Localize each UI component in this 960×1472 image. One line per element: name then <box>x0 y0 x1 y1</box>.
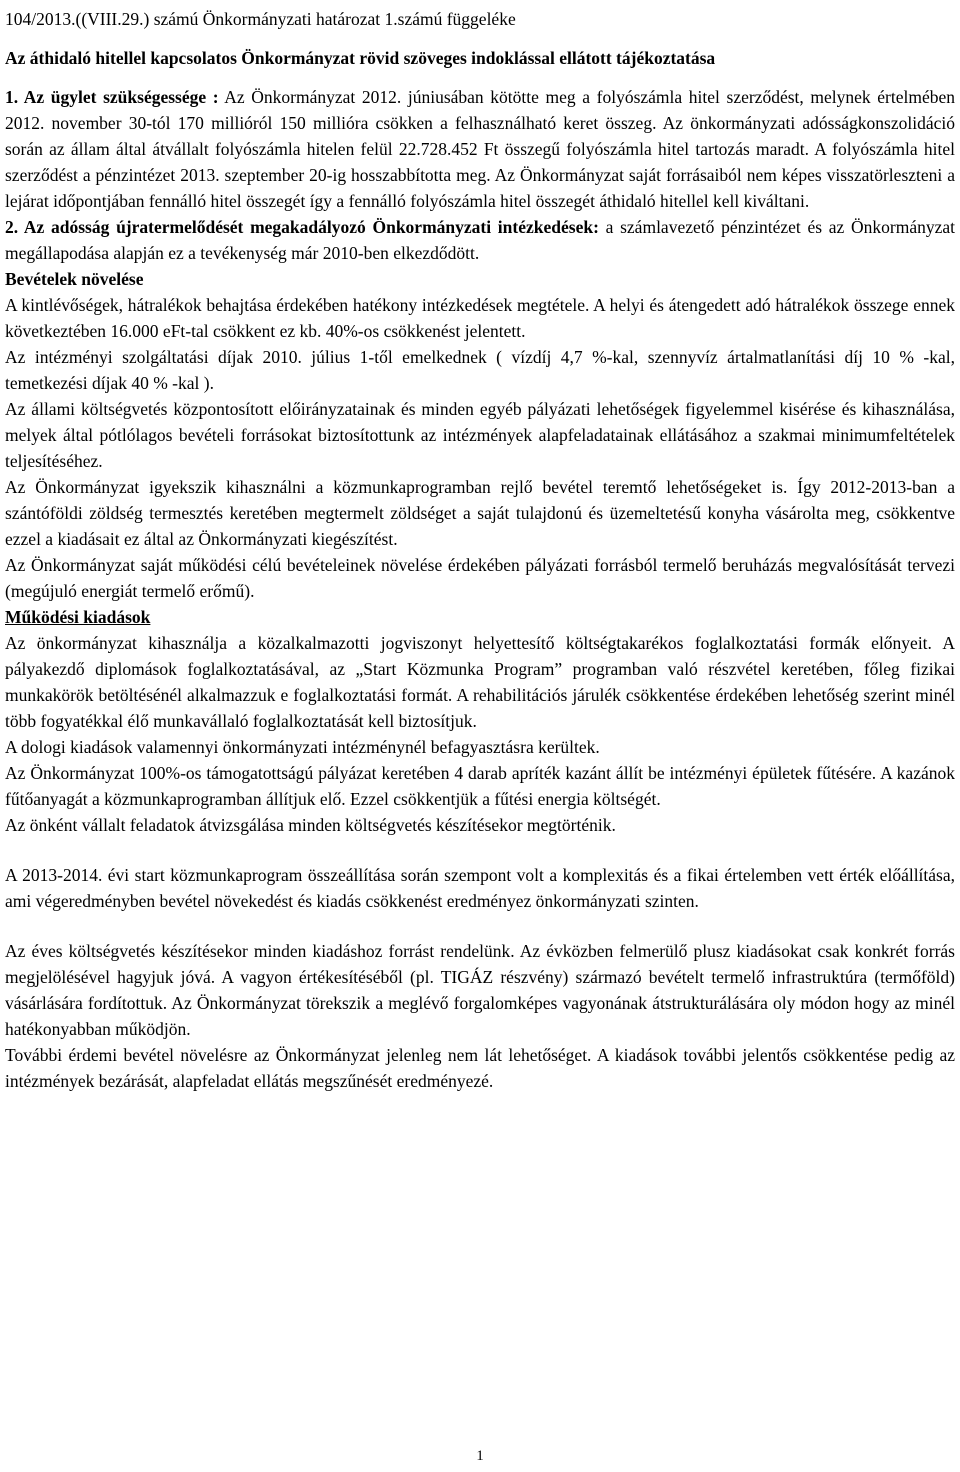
revenue-paragraph-3: Az állami költségvetés központosított előirányzatainak és minden egyéb pályázati lehetőségek figyelemmel kisérése és kihasználása, melyek által pótlólagos bevételi forrásokat biztosítottunk az intézmények alapfeladatainak ellátásához a szakmai minimumfeltételek teljesítéséhez. <box>5 399 955 471</box>
revenue-paragraph-4: Az Önkormányzat igyekszik kihasználni a közmunkaprogramban rejlő bevétel teremtő lehetőségeket is. Így 2012-2013-ban a szántóföldi zöldség termesztés keretében megtermelt zöldséget a saját tulajdonú és üzemeltetésű konyha vásárolta meg, csökkentve ezzel a kiadásait ez által az Önkormányzati kiegészítést. <box>5 477 955 549</box>
revenue-paragraph-1: A kintlévőségek, hátralékok behajtása érdekében hatékony intézkedések megtétele. A helyi és átengedett adó hátralékok összege ennek következtében 16.000 eFt-tal csökkent ez kb. 40%-os csökkenést jelentett. <box>5 295 955 341</box>
expenses-paragraph-5: A 2013-2014. évi start közmunkaprogram összeállítása során szempont volt a komplexitás és a fikai értelemben vett érték előállítása, ami végeredményben bevétel növekedést és kiadás csökkenést eredményez önkormányzati szinten. <box>5 865 955 911</box>
section-2-label: 2. Az adósság újratermelődését megakadályozó Önkormányzati intézkedések: <box>5 217 599 237</box>
revenue-paragraph-2: Az intézményi szolgáltatási díjak 2010. július 1-től emelkednek ( vízdíj 4,7 %-kal, szennyvíz ártalmatlanítási díj 10 % -kal, temetkezési díjak 40 % -kal ). <box>5 347 955 393</box>
expenses-heading: Működési kiadások <box>5 607 151 627</box>
section-1-text: Az Önkormányzat 2012. júniusában kötötte meg a folyószámla hitel szerződést, melynek értelmében 2012. november 30-tól 170 millióról 150 millióra csökken a felhasználható keret összeg. Az önkormányzati adósságkonszolidáció során az állam által átvállalt folyószámla hitelen felül 22.728.452 Ft összegű folyószámla hitel tartozás maradt. A folyószámla hitel szerződést a pénzintézet 2013. szeptember 20-ig hosszabbította meg. Az Önkormányzat saját forrásaiból nem képes visszatörleszteni a lejárat időpontjában fennálló hitel összegét így a fennálló folyószámla hitel összegét áthidaló hitellel kell kiváltani. <box>5 87 955 211</box>
page-number: 1 <box>476 1448 484 1464</box>
expenses-paragraph-1: Az önkormányzat kihasználja a közalkalmazotti jogviszonyt helyettesítő költségtakarékos foglalkoztatási formák előnyeit. A pályakezdő diplomások foglalkoztatásával, az „Start Közmunka Program” programban való részvétel keretében, főleg fizikai munkakörök betöltésénél alkalmazzuk e foglalkoztatási formát. A rehabilitációs járulék csökkentése érdekében lehetőség szerint minél több fogyatékkal élő munkavállaló foglalkoztatását kell biztosítjuk. <box>5 633 955 731</box>
document-title: Az áthidaló hitellel kapcsolatos Önkormányzat rövid szöveges indoklással ellátott tájékoztatása <box>5 48 716 68</box>
resolution-reference: 104/2013.((VIII.29.) számú Önkormányzati határozat 1.számú függeléke <box>5 9 516 29</box>
expenses-paragraph-4: Az önként vállalt feladatok átvizsgálása minden költségvetés készítésekor megtörténik. <box>5 815 616 835</box>
section-2-text: a számlavezető pénzintézet és az Önkormányzat megállapodása alapján ez a tevékenység már 2010-ben elkezdődött. <box>5 217 955 263</box>
expenses-paragraph-7: További érdemi bevétel növelésre az Önkormányzat jelenleg nem lát lehetőséget. A kiadások további jelentős csökkentése pedig az intézmények bezárását, alapfeladat ellátás megszűnését eredményezé. <box>5 1045 955 1091</box>
revenue-paragraph-5: Az Önkormányzat saját működési célú bevételeinek növelése érdekében pályázati forrásból termelő beruházás megvalósítását tervezi (megújuló energiát termelő erőmű). <box>5 555 955 601</box>
section-2-paragraph <box>5 214 955 266</box>
expenses-paragraph-3: Az Önkormányzat 100%-os támogatottságú pályázat keretében 4 darab apríték kazánt állít be intézményi épületek fűtésére. A kazánok fűtőanyagát a közmunkaprogramban állítjuk elő. Ezzel csökkentjük a fűtési energia költségét. <box>5 763 955 809</box>
expenses-paragraph-2: A dologi kiadások valamennyi önkormányzati intézménynél befagyasztásra kerültek. <box>5 737 600 757</box>
section-1-paragraph <box>5 84 955 214</box>
document-page <box>5 6 955 1094</box>
expenses-paragraph-6: Az éves költségvetés készítésekor minden kiadáshoz forrást rendelünk. Az évközben felmerülő plusz kiadásokat csak konkrét forrás megjelölésével hagyjuk jóvá. A vagyon értékesítéséből (pl. TIGÁZ részvény) származó bevételt termelő infrastruktúra (termőföld) vásárlására fordítottuk. Az Önkormányzat törekszik a meglévő forgalomképes vagyonának átstrukturálására oly módon hogy az minél hatékonyabban működjön. <box>5 941 955 1039</box>
section-1-label: 1. Az ügylet szükségessége : <box>5 87 219 107</box>
revenue-heading: Bevételek növelése <box>5 269 144 289</box>
